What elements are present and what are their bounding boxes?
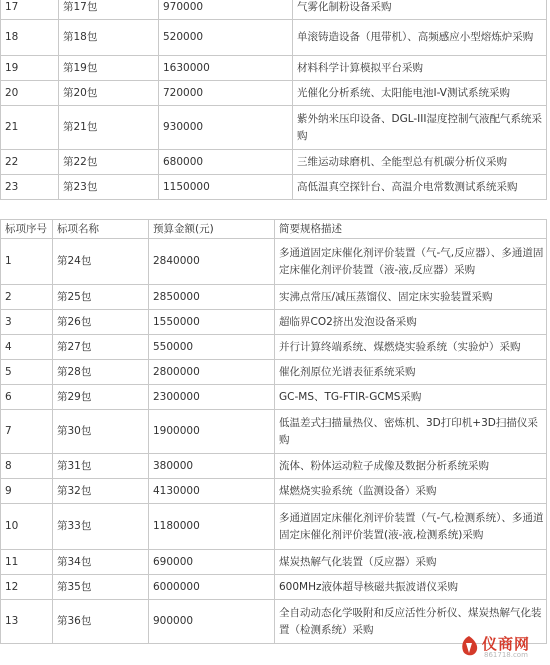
cell-no: 23 <box>1 175 59 200</box>
table-row <box>1 56 547 81</box>
cell-no: 21 <box>1 106 59 150</box>
cell-budget: 900000 <box>149 600 275 644</box>
cell-desc: 煤燃烧实验系统（监测设备）采购 <box>275 479 547 504</box>
cell-budget: 4130000 <box>149 479 275 504</box>
cell-budget: 690000 <box>149 550 275 575</box>
cell-name: 第26包 <box>53 310 149 335</box>
cell-no: 18 <box>1 20 59 56</box>
cell-name: 第31包 <box>53 454 149 479</box>
cell-desc: 三维运动球磨机、全能型总有机碳分析仪采购 <box>293 150 547 175</box>
cell-budget: 1150000 <box>159 175 293 200</box>
watermark <box>458 633 546 663</box>
cell-no: 3 <box>1 310 53 335</box>
cell-budget: 2840000 <box>149 239 275 285</box>
cell-budget: 2800000 <box>149 360 275 385</box>
cell-desc: 紫外纳米压印设备、DGL-III湿度控制气液配气系统采购 <box>293 106 547 150</box>
watermark-url: 861718.com <box>484 651 528 659</box>
cell-budget: 550000 <box>149 335 275 360</box>
cell-no: 7 <box>1 410 53 454</box>
cell-budget: 1630000 <box>159 56 293 81</box>
cell-desc: 全自动动态化学吸附和反应活性分析仪、煤炭热解气化装置（检测系统）采购 <box>275 600 547 644</box>
header-budget: 预算金额(元) <box>149 220 275 239</box>
cell-name: 第36包 <box>53 600 149 644</box>
table-row <box>1 106 547 150</box>
watermark-brand: 仪商网 <box>482 635 531 653</box>
header-name: 标项名称 <box>53 220 149 239</box>
cell-name: 第18包 <box>59 20 159 56</box>
cell-no: 22 <box>1 150 59 175</box>
cell-desc: 并行计算终端系统、煤燃烧实验系统（实验炉）采购 <box>275 335 547 360</box>
cell-no: 11 <box>1 550 53 575</box>
header-no: 标项序号 <box>1 220 53 239</box>
cell-no: 4 <box>1 335 53 360</box>
cell-name: 第17包 <box>59 0 159 20</box>
cell-no: 2 <box>1 285 53 310</box>
cell-no: 19 <box>1 56 59 81</box>
cell-budget: 680000 <box>159 150 293 175</box>
cell-desc: 单滚铸造设备（甩带机）、高频感应小型熔炼炉采购 <box>293 20 547 56</box>
table-row <box>1 175 547 200</box>
cell-budget: 1180000 <box>149 504 275 550</box>
cell-desc: 材料科学计算模拟平台采购 <box>293 56 547 81</box>
table-row <box>1 20 547 56</box>
cell-desc: 催化剂原位光谱表征系统采购 <box>275 360 547 385</box>
cell-name: 第24包 <box>53 239 149 285</box>
table-row <box>1 0 547 20</box>
cell-desc: 流体、粉体运动粒子成像及数据分析系统采购 <box>275 454 547 479</box>
cell-no: 5 <box>1 360 53 385</box>
cell-name: 第29包 <box>53 385 149 410</box>
cell-budget: 2300000 <box>149 385 275 410</box>
cell-desc: 实沸点常压/减压蒸馏仪、固定床实验装置采购 <box>275 285 547 310</box>
cell-desc: 超临界CO2挤出发泡设备采购 <box>275 310 547 335</box>
cell-name: 第21包 <box>59 106 159 150</box>
cell-budget: 6000000 <box>149 575 275 600</box>
cell-name: 第35包 <box>53 575 149 600</box>
table-row <box>1 285 547 310</box>
table-row <box>1 81 547 106</box>
package-table-top <box>0 0 547 200</box>
table-row <box>1 335 547 360</box>
table-row <box>1 479 547 504</box>
cell-name: 第30包 <box>53 410 149 454</box>
cell-budget: 380000 <box>149 454 275 479</box>
table-header-row <box>1 220 547 239</box>
cell-name: 第27包 <box>53 335 149 360</box>
cell-desc: 多通道固定床催化剂评价装置（气-气,反应器）、多通道固定床催化剂评价装置（液-液,反应器）采购 <box>275 239 547 285</box>
cell-no: 1 <box>1 239 53 285</box>
cell-desc: 高低温真空探针台、高温介电常数测试系统采购 <box>293 175 547 200</box>
cell-budget: 2850000 <box>149 285 275 310</box>
cell-budget: 520000 <box>159 20 293 56</box>
cell-name: 第19包 <box>59 56 159 81</box>
cell-budget: 720000 <box>159 81 293 106</box>
cell-name: 第32包 <box>53 479 149 504</box>
package-table-bottom <box>0 219 547 644</box>
cell-desc: 600MHz液体超导核磁共振波谱仪采购 <box>275 575 547 600</box>
table-row <box>1 550 547 575</box>
table-row <box>1 150 547 175</box>
table-row <box>1 360 547 385</box>
cell-name: 第25包 <box>53 285 149 310</box>
table-row <box>1 575 547 600</box>
cell-name: 第23包 <box>59 175 159 200</box>
cell-no: 13 <box>1 600 53 644</box>
cell-desc: 煤炭热解气化装置（反应器）采购 <box>275 550 547 575</box>
cell-budget: 1550000 <box>149 310 275 335</box>
header-desc: 简要规格描述 <box>275 220 547 239</box>
cell-name: 第33包 <box>53 504 149 550</box>
table-row <box>1 385 547 410</box>
cell-no: 20 <box>1 81 59 106</box>
cell-desc: 低温差式扫描量热仪、密炼机、3D打印机+3D扫描仪采购 <box>275 410 547 454</box>
cell-desc: 气雾化制粉设备采购 <box>293 0 547 20</box>
cell-budget: 930000 <box>159 106 293 150</box>
table-row <box>1 239 547 285</box>
cell-name: 第22包 <box>59 150 159 175</box>
table-row <box>1 310 547 335</box>
cell-no: 8 <box>1 454 53 479</box>
cell-no: 9 <box>1 479 53 504</box>
cell-no: 17 <box>1 0 59 20</box>
table-row <box>1 454 547 479</box>
cell-no: 10 <box>1 504 53 550</box>
cell-no: 12 <box>1 575 53 600</box>
cell-desc: 光催化分析系统、太阳能电池I-V测试系统采购 <box>293 81 547 106</box>
cell-name: 第20包 <box>59 81 159 106</box>
cell-desc: GC-MS、TG-FTIR-GCMS采购 <box>275 385 547 410</box>
table-row <box>1 504 547 550</box>
brand-logo-icon <box>458 635 480 659</box>
table-row <box>1 410 547 454</box>
cell-no: 6 <box>1 385 53 410</box>
cell-desc: 多通道固定床催化剂评价装置（气-气,检测系统）、多通道固定床催化剂评价装置(液-液,检测系统)采购 <box>275 504 547 550</box>
cell-budget: 970000 <box>159 0 293 20</box>
cell-name: 第34包 <box>53 550 149 575</box>
cell-name: 第28包 <box>53 360 149 385</box>
cell-budget: 1900000 <box>149 410 275 454</box>
